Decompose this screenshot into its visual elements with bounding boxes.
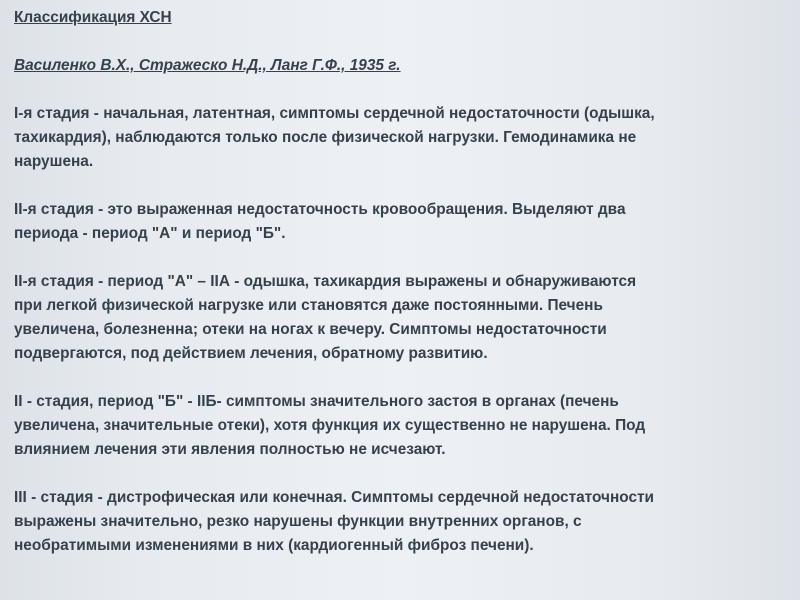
stage-2b-paragraph: II - стадия, период "Б" - IIБ- симптомы значительного застоя в органах (печень увеличена, значительные отеки), хотя функция их существенно не нарушена. Под влиянием лечения эти явления полностью не исчезают. [14, 393, 646, 458]
slide-title: Классификация ХСН [14, 9, 172, 26]
authors-line: Василенко В.Х., Стражеско Н.Д., Ланг Г.Ф., 1935 г. [14, 57, 401, 74]
slide-content [14, 6, 790, 558]
stage-2-paragraph: II-я стадия - это выраженная недостаточность кровообращения. Выделяют два периода - период "А" и период "Б". [14, 201, 626, 242]
stage-3-paragraph: III - стадия - дистрофическая или конечная. Симптомы сердечной недостаточности выражены значительно, резко нарушены функции внутренних органов, с необратимыми изменениями в них (кардиогенный фиброз печени). [14, 489, 655, 554]
stage-2a-paragraph: II-я стадия - период "А" – IIА - одышка, тахикардия выражены и обнаруживаются при легкой физической нагрузке или становятся даже постоянными. Печень увеличена, болезненна; отеки на ногах к вечеру. Симптомы недостаточности подвергаются, под действием лечения, обратному развитию. [14, 273, 637, 362]
stage-1-paragraph: I-я стадия - начальная, латентная, симптомы сердечной недостаточности (одышка, тахикардия), наблюдаются только после физической нагрузки. Гемодинамика не нарушена. [14, 105, 655, 170]
